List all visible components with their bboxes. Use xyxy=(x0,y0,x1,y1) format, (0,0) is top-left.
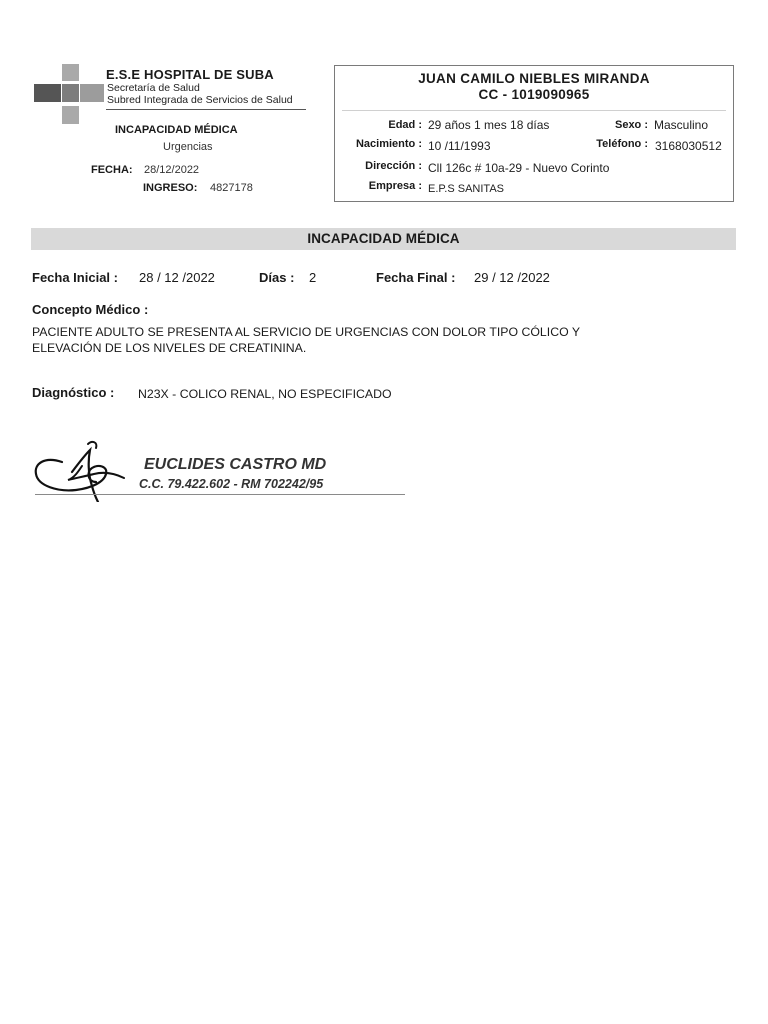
concepto-medico-text xyxy=(32,324,632,356)
edad-label: Edad : xyxy=(388,119,422,131)
hospital-divider xyxy=(106,109,306,110)
document-area: Urgencias xyxy=(163,141,213,153)
dias-value: 2 xyxy=(309,270,317,285)
sexo-value: Masculino xyxy=(654,118,709,132)
hospital-cross-logo-icon xyxy=(32,62,106,126)
ingreso-value: 4827178 xyxy=(210,182,253,194)
empresa-label: Empresa : xyxy=(368,180,422,192)
diagnostico-value: N23X - COLICO RENAL, NO ESPECIFICADO xyxy=(138,387,392,401)
hospital-subred: Subred Integrada de Servicios de Salud xyxy=(107,94,293,106)
direccion-value: Cll 126c # 10a-29 - Nuevo Corinto xyxy=(428,161,610,175)
fecha-final-label: Fecha Final : xyxy=(376,270,456,285)
patient-box-divider xyxy=(342,110,726,111)
diagnostico-label: Diagnóstico : xyxy=(32,385,115,400)
section-title: INCAPACIDAD MÉDICA xyxy=(307,231,460,246)
fecha-value: 28/12/2022 xyxy=(144,164,200,176)
telefono-value: 3168030512 xyxy=(655,139,722,153)
concepto-line: PACIENTE ADULTO SE PRESENTA AL SERVICIO DE URGENCIAS CON DOLOR TIPO CÓLICO Y xyxy=(32,325,581,339)
sexo-label: Sexo : xyxy=(614,119,648,131)
telefono-label: Teléfono : xyxy=(596,138,648,150)
fecha-final-value: 29 / 12 /2022 xyxy=(474,270,550,285)
patient-id: CC - 1019090965 xyxy=(478,87,590,102)
nacimiento-label: Nacimiento : xyxy=(355,138,422,150)
empresa-value: E.P.S SANITAS xyxy=(428,183,505,195)
edad-value: 29 años 1 mes 18 días xyxy=(428,118,550,132)
nacimiento-value: 10 /11/1993 xyxy=(428,139,491,153)
fecha-inicial-value: 28 / 12 /2022 xyxy=(139,270,215,285)
dias-label: Días : xyxy=(259,270,295,285)
hospital-secretaria: Secretaría de Salud xyxy=(107,82,200,94)
handwritten-signature-icon xyxy=(32,438,132,502)
signature-line xyxy=(35,494,405,495)
ingreso-label: INGRESO: xyxy=(143,182,198,194)
hospital-name: E.S.E HOSPITAL DE SUBA xyxy=(106,67,274,82)
concepto-line: ELEVACIÓN DE LOS NIVELES DE CREATININA. xyxy=(32,341,307,355)
document-type: INCAPACIDAD MÉDICA xyxy=(115,124,238,136)
doctor-credentials: C.C. 79.422.602 - RM 702242/95 xyxy=(139,477,324,491)
fecha-label: FECHA: xyxy=(91,164,133,176)
doctor-name: EUCLIDES CASTRO MD xyxy=(144,456,327,473)
concepto-medico-label: Concepto Médico : xyxy=(32,302,149,317)
patient-name: JUAN CAMILO NIEBLES MIRANDA xyxy=(418,71,650,86)
fecha-inicial-label: Fecha Inicial : xyxy=(32,270,118,285)
direccion-label: Dirección : xyxy=(365,160,422,172)
